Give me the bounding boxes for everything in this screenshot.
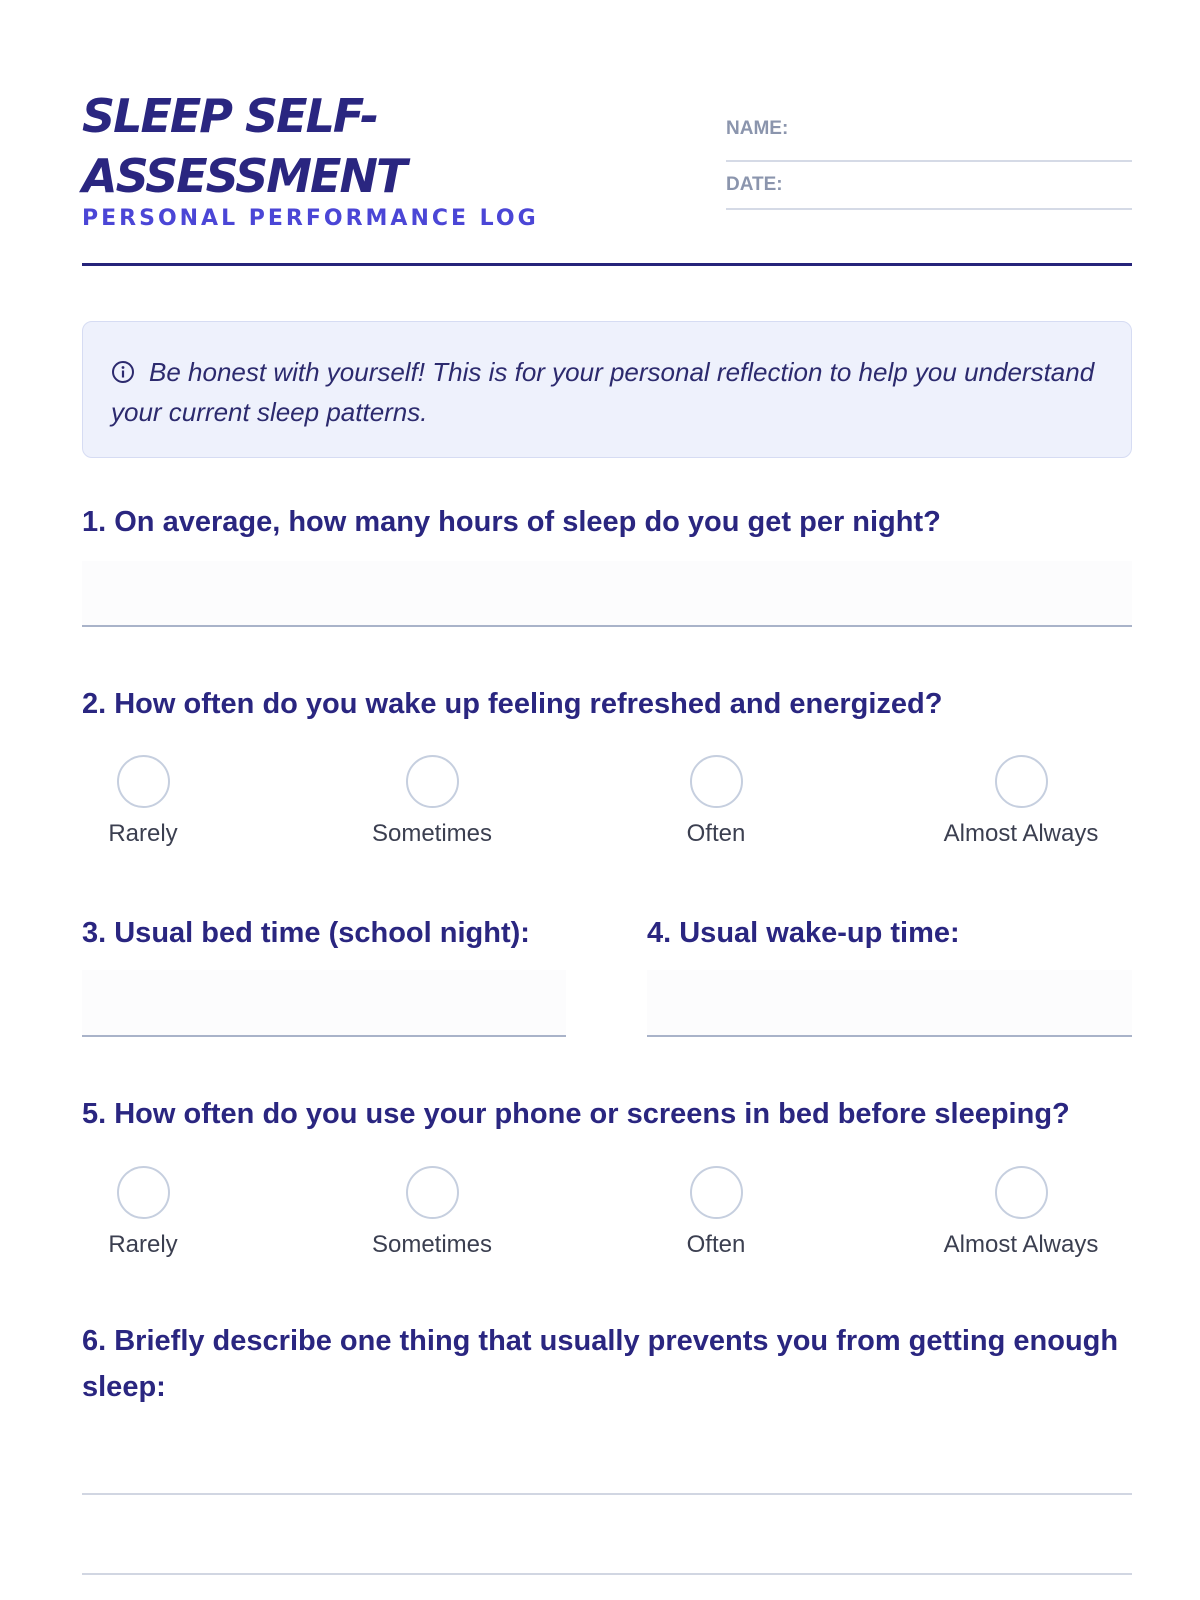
wake-time-field[interactable] [647, 970, 1132, 1037]
option-label: Sometimes [371, 820, 493, 847]
meta-fields [726, 114, 1132, 210]
q2-option-often[interactable] [616, 755, 816, 848]
page-header [82, 86, 1132, 266]
name-label: NAME: [726, 118, 789, 139]
radio-button[interactable] [690, 755, 743, 808]
question-6-label: 6. Briefly describe one thing that usually prevents you from getting enough sleep: [82, 1325, 1119, 1403]
option-label: Rarely [108, 1231, 178, 1258]
hours-answer-field[interactable] [82, 561, 1132, 627]
date-field[interactable] [726, 162, 1132, 210]
info-callout [82, 321, 1132, 458]
page-title [82, 86, 562, 206]
question-5-label: 5. How often do you use your phone or screens in bed before sleeping? [82, 1098, 1070, 1130]
question-2-options [82, 755, 1132, 865]
title-line-1: SLEEP SELF- [82, 89, 378, 143]
option-label: Almost Always [943, 1231, 1099, 1258]
radio-button[interactable] [690, 1166, 743, 1219]
option-label: Sometimes [371, 1231, 493, 1258]
radio-button[interactable] [995, 1166, 1048, 1219]
page-subtitle: PERSONAL PERFORMANCE LOG [82, 206, 539, 231]
question-5-options [82, 1166, 1132, 1276]
date-label: DATE: [726, 174, 783, 195]
q2-option-sometimes[interactable] [332, 755, 532, 848]
question-2-label: 2. How often do you wake up feeling refreshed and energized? [82, 688, 943, 720]
option-label: Rarely [108, 820, 178, 847]
radio-button[interactable] [995, 755, 1048, 808]
option-label: Often [686, 820, 746, 847]
q5-option-almost-always[interactable] [921, 1166, 1121, 1259]
q5-option-often[interactable] [616, 1166, 816, 1259]
question-1-label: 1. On average, how many hours of sleep do you get per night? [82, 506, 941, 538]
radio-button[interactable] [406, 1166, 459, 1219]
title-line-2: ASSESSMENT [82, 149, 406, 203]
radio-button[interactable] [117, 1166, 170, 1219]
q5-option-rarely[interactable] [43, 1166, 243, 1259]
answer-line-2[interactable] [82, 1573, 1132, 1575]
name-field[interactable] [726, 114, 1132, 162]
q2-option-almost-always[interactable] [921, 755, 1121, 848]
bed-time-field[interactable] [82, 970, 566, 1037]
radio-button[interactable] [406, 755, 459, 808]
question-4-label: 4. Usual wake-up time: [647, 917, 960, 949]
radio-button[interactable] [117, 755, 170, 808]
option-label: Often [686, 1231, 746, 1258]
option-label: Almost Always [943, 820, 1099, 847]
question-3-label: 3. Usual bed time (school night): [82, 917, 530, 949]
answer-line-1[interactable] [82, 1493, 1132, 1495]
info-text: Be honest with yourself! This is for your personal reflection to help you understand your current sleep patterns. [111, 357, 1095, 427]
info-icon [111, 360, 135, 384]
q2-option-rarely[interactable] [43, 755, 243, 848]
q5-option-sometimes[interactable] [332, 1166, 532, 1259]
